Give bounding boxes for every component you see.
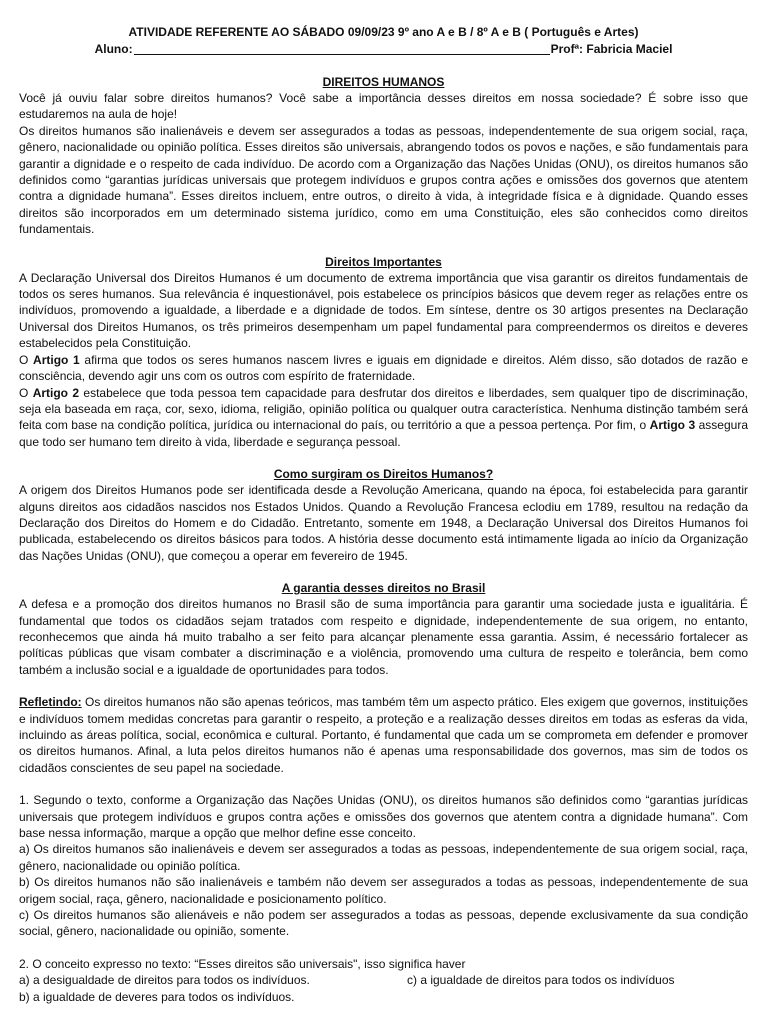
- intro-paragraph: Você já ouviu falar sobre direitos humanos? Você sabe a importância desses direitos em nossa sociedade? É sobre isso que estudaremos na aula de hoje!: [19, 91, 748, 122]
- student-name-blank[interactable]: [134, 41, 550, 55]
- aluno-label: Aluno:: [94, 42, 133, 56]
- spacer: [19, 940, 748, 956]
- question-1-option-a[interactable]: a) Os direitos humanos são inalienáveis e devem ser assegurados a todas as pessoas, independentemente de sua origem social, raça, gênero, nacionalidade ou opinião política.: [19, 842, 748, 873]
- brazil-paragraph: A defesa e a promoção dos direitos humanos no Brasil são de suma importância para garantir uma sociedade justa e igualitária. É fundamental que todos os cidadãos sejam tratados com respeito e dignidade, independentemente de sua origem, no entanto, reconhecemos que ainda há muito trabalho a ser feito para alcançar plenamente essa garantia. Assim, é necessário fortalecer as políticas públicas que visam combater a discriminação e a violência, promovendo uma cultura de respeito e tolerância, bem como também a inclusão social e a igualdade de oportunidades para todos.: [19, 597, 748, 677]
- refletindo-paragraph: [19, 694, 748, 776]
- section-title-direitos-humanos: DIREITOS HUMANOS: [322, 75, 445, 89]
- text-span: O: [19, 352, 34, 367]
- worksheet-title: ATIVIDADE REFERENTE AO SÁBADO 09/09/23 9º ano A e B / 8º A e B ( Português e Artes): [128, 25, 639, 39]
- teacher-label: Profª: Fabricia Maciel: [550, 42, 673, 56]
- declaration-paragraph: A Declaração Universal dos Direitos Humanos é um documento de extrema importância que visa garantir os direitos fundamentais de todos os seres humanos. Sua relevância é inquestionável, pois estabelece os princípios básicos que devem reger as relações entre os indivíduos, promovendo a igualdade, a liberdade e a dignidade de todos. Em síntese, dentre os 30 artigos presentes na Declaração Universal dos Direitos Humanos, os três primeiros desempenham um papel fundamental para compreendermos os direitos e deveres estabelecidos pela Constituição.: [19, 270, 748, 351]
- section-title-garantia-brasil: A garantia desses direitos no Brasil: [281, 581, 486, 596]
- article-1-paragraph: [19, 352, 748, 385]
- origin-paragraph: A origem dos Direitos Humanos pode ser identificada desde a Revolução Americana, quando na época, foi estabelecida para garantir alguns direitos aos cidadãos nascidos nos Estados Unidos. Quando a Revolução Francesa eclodiu em 1789, resultou na redação da Declaração dos Direitos do Homem e do Cidadão. Entretanto, somente em 1948, a Declaração Universal dos Direitos Humanos foi publicada, estabelecendo os direitos básicos para todos. A história desse documento está intimamente ligada ao início da Organização das Nações Unidas (ONU), que começou a operar em fevereiro de 1945.: [19, 483, 748, 563]
- question-2: 2. O conceito expresso no texto: “Esses direitos são universais", isso significa haver: [19, 956, 466, 971]
- spacer: [19, 776, 748, 792]
- article-1-label: Artigo 1: [33, 352, 80, 367]
- definition-paragraph: Os direitos humanos são inalienáveis e devem ser assegurados a todas as pessoas, independentemente de sua origem social, raça, gênero, nacionalidade ou opinião política. Esses direitos são universais, abrangendo todos os povos e nações, e são fundamentais para garantir a dignidade e o respeito de cada indivíduo. De acordo com a Organização das Nações Unidas (ONU), os direitos humanos são definidos como “garantias jurídicas universais que protegem indivíduos e grupos contra ações e omissões dos governos que atentem contra a dignidade humana”. Esses direitos incluem, entre outros, o direito à vida, à integridade física e à dignidade. Quando esses direitos são incorporados em um determinado sistema jurídico, como em uma Constituição, eles são conhecidos como direitos fundamentais.: [19, 123, 748, 237]
- spacer: [19, 58, 748, 74]
- text-span: afirma que todos os seres humanos nascem livres e iguais em dignidade e direitos. Além disso, são dotados de razão e consciência, devendo agir uns com os outros com espírito de fraternidade.: [19, 352, 748, 384]
- question-2-option-a[interactable]: a) a desigualdade de direitos para todos os indivíduos.: [19, 973, 310, 988]
- text-span: estabelece que toda pessoa tem capacidade para desfrutar dos direitos e liberdades, sem qualquer tipo de discriminação, seja ela baseada em raça, cor, sexo, idioma, religião, opinião política ou qualquer outra característica. Nenhuma distinção também será feita com base na condição política, jurídica ou internacional do país, ou território a que a pessoa pertença. Por fim, o: [19, 385, 748, 433]
- spacer: [19, 564, 748, 580]
- section-title-como-surgiram: Como surgiram os Direitos Humanos?: [273, 467, 494, 482]
- question-2-options-row: [19, 972, 748, 988]
- question-2-option-c[interactable]: c) a igualdade de direitos para todos os indivíduos: [407, 973, 675, 988]
- question-1-option-c[interactable]: c) Os direitos humanos são alienáveis e não podem ser assegurados a todas as pessoas, depende exclusivamente da sua condição social, gênero, nacionalidade ou opinião, somente.: [19, 908, 748, 939]
- question-2-option-b[interactable]: b) a igualdade de deveres para todos os indivíduos.: [19, 989, 295, 1004]
- spacer: [19, 678, 748, 694]
- question-1: 1. Segundo o texto, conforme a Organização das Nações Unidas (ONU), os direitos humanos são definidos como “garantias jurídicas universais que protegem indivíduos e grupos contra ações e omissões dos governos que atentem contra a dignidade humana”. Com base nessa informação, marque a opção que melhor define esse conceito.: [19, 793, 748, 841]
- section-title-direitos-importantes: Direitos Importantes: [325, 254, 442, 269]
- text-span: assegura que todo ser humano tem direito à vida, liberdade e segurança pessoal.: [19, 418, 748, 449]
- refletindo-label: Refletindo:: [19, 695, 82, 710]
- article-3-label: Artigo 3: [649, 418, 696, 433]
- text-span: O: [19, 385, 33, 400]
- student-line: [19, 41, 748, 58]
- spacer: [19, 450, 748, 466]
- spacer: [19, 238, 748, 254]
- article-2-paragraph: [19, 385, 748, 451]
- question-1-option-b[interactable]: b) Os direitos humanos não são inalienáveis e também não devem ser assegurados a todas as pessoas, independentemente de sua origem social, raça, gênero, nacionalidade e posicionamento político.: [19, 875, 748, 906]
- article-2-label: Artigo 2: [32, 385, 80, 400]
- text-span: Os direitos humanos não são apenas teóricos, mas também têm um aspecto prático. Eles exigem que governos, instituições e indivíduos tomem medidas concretas para garantir o respeito, a proteção e a realização desses direitos em todas as esferas da vida, incluindo as áreas política, social, econômica e cultural. Portanto, é fundamental que cada um se comprometa em defender e promover os direitos humanos. Afinal, a luta pelos direitos humanos não é apenas uma responsabilidade dos governos, mas sim de todos os cidadãos conscientes de seu papel na sociedade.: [19, 695, 748, 775]
